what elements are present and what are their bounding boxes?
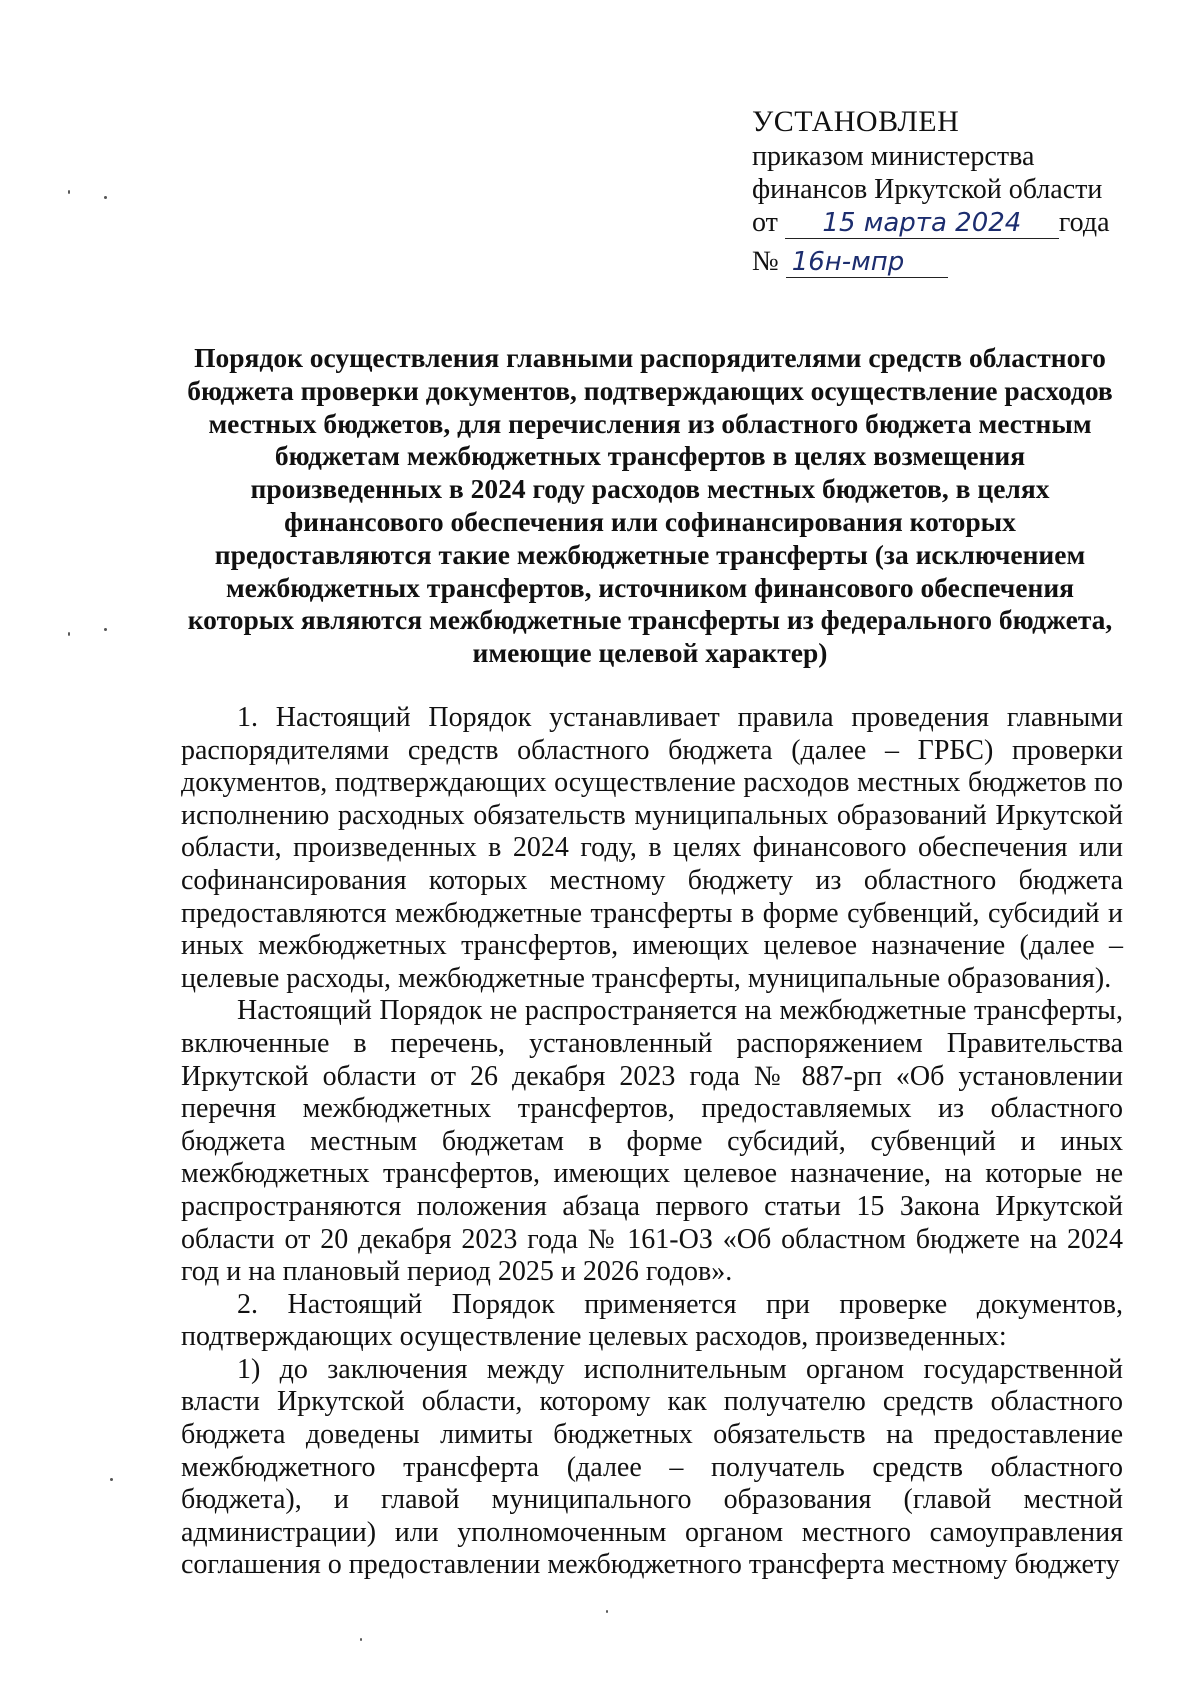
number-prefix: № (752, 246, 779, 277)
paragraph-3: 2. Настоящий Порядок применяется при проверке документов, подтверждающих осуществление целевых расходов, произведенных: (181, 1288, 1123, 1353)
approval-heading: УСТАНОВЛЕН (752, 105, 960, 138)
approval-line-2: финансов Иркутской области (752, 174, 1103, 205)
scan-speck (360, 1638, 362, 1641)
scan-speck (68, 632, 70, 636)
approval-date-line (752, 206, 1152, 239)
date-suffix: года (1058, 207, 1110, 238)
document-body (181, 702, 1123, 1582)
scan-speck (606, 1610, 608, 1613)
paragraph-1: 1. Настоящий Порядок устанавливает правила проведения главными распорядителями средств областного бюджета (далее – ГРБС) проверки документов, подтверждающих осуществление расходов местных бюджетов по исполнению расходных обязательств муниципальных образований Иркутской области, произведенных в 2024 году, в целях финансового обеспечения или софинансирования которых местному бюджету из областного бюджета предоставляются межбюджетные трансферты в форме субвенций, субсидий и иных межбюджетных трансфертов, имеющих целевое назначение (далее – целевые расходы, межбюджетные трансферты, муниципальные образования). (181, 702, 1123, 994)
approval-line-1: приказом министерства (752, 141, 1035, 172)
handwritten-number: 16н-мпр (786, 247, 948, 278)
scan-speck (104, 196, 107, 199)
scan-speck (110, 1478, 113, 1481)
scan-speck (68, 190, 70, 194)
approval-number-line (752, 245, 1152, 278)
document-title: Порядок осуществления главными распорядителями средств областного бюджета проверки документов, подтверждающих осуществление расходов местных бюджетов, для перечисления из областного бюджета местным бюджетам межбюджетных трансфертов в целях возмещения произведенных в 2024 году расходов местных бюджетов, в целях финансового обеспечения или софинансирования которых предоставляются такие межбюджетные трансферты (за исключением межбюджетных трансфертов, источником финансового обеспечения которых являются межбюджетные трансферты из федерального бюджета, имеющие целевой характер) (187, 342, 1113, 669)
paragraph-2: Настоящий Порядок не распространяется на межбюджетные трансферты, включенные в перечень, установленный распоряжением Правительства Иркутской области от 26 декабря 2023 года № 887-рп «Об установлении перечня межбюджетных трансфертов, предоставляемых из областного бюджета местным бюджетам в форме субсидий, субвенций и иных межбюджетных трансфертов, имеющих целевое назначение, на которые не распространяются положения абзаца первого статьи 15 Закона Иркутской области от 20 декабря 2023 года № 161-ОЗ «Об областном бюджете на 2024 год и на плановый период 2025 и 2026 годов». (181, 995, 1123, 1288)
scan-speck (104, 628, 107, 631)
handwritten-date: 15 марта 2024 (785, 208, 1059, 239)
date-prefix: от (752, 207, 778, 238)
paragraph-4: 1) до заключения между исполнительным органом государственной власти Иркутской области, которому как получателю средств областного бюджета доведены лимиты бюджетных обязательств на предоставление межбюджетного трансферта (далее – получатель средств областного бюджета), и главой муниципального образования (главой местной администрации) или уполномоченным органом местного самоуправления соглашения о предоставлении межбюджетного трансферта местному бюджету (181, 1353, 1123, 1581)
approval-stamp-block (752, 104, 1152, 278)
